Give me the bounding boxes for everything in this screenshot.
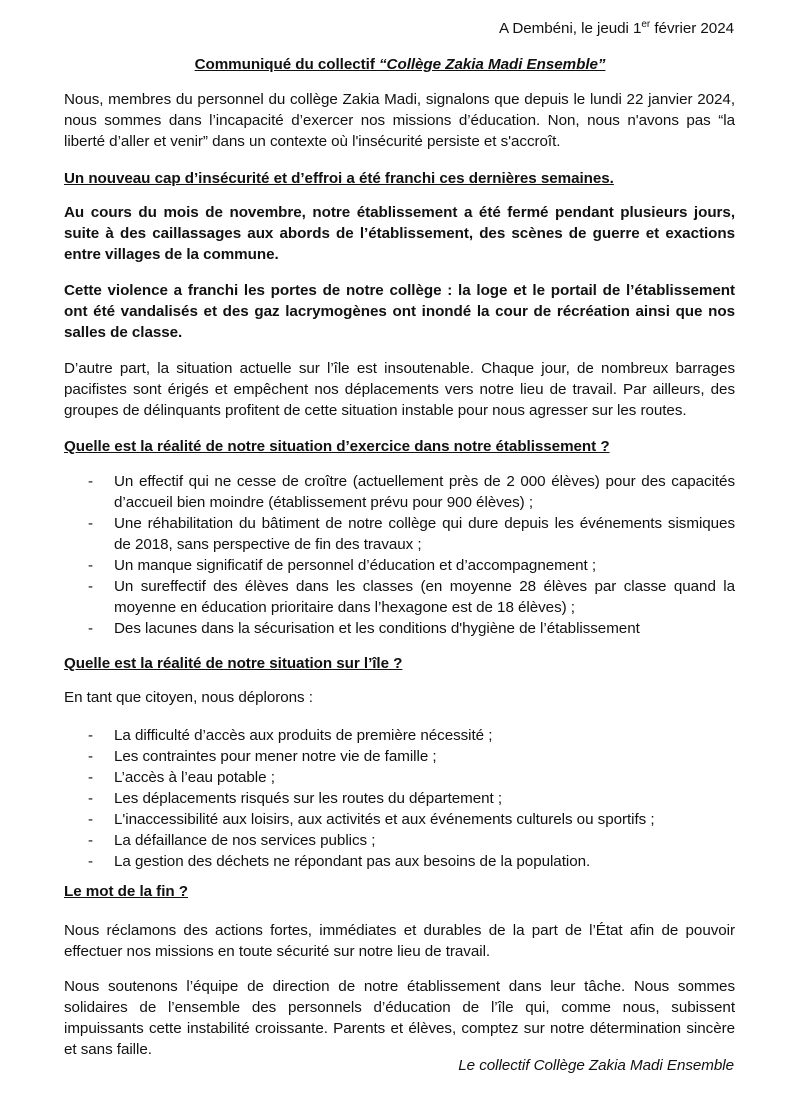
- paragraph-demands: Nous réclamons des actions fortes, immédiates et durables de la part de l’État afin de pouvoir effectuer nos missions en toute sécurité sur notre lieu de travail.: [64, 922, 735, 960]
- list-item-text: La défaillance de nos services publics ;: [114, 832, 376, 849]
- list-item-text: Un sureffectif des élèves dans les classes (en moyenne 28 élèves par classe quand la moyenne en éducation prioritaire dans l’hexagone est de 18 élèves) ;: [114, 578, 735, 616]
- list-item: [64, 576, 735, 618]
- paragraph-citizens: En tant que citoyen, nous déplorons :: [64, 689, 313, 706]
- dash-bullet: -: [88, 515, 94, 532]
- paragraph-island-situation: D’autre part, la situation actuelle sur l’île est insoutenable. Chaque jour, de nombreux barrages pacifistes sont érigés et empêchent nos déplacements vers notre lieu de travail. Par ailleurs, des groupes de délinquants profitent de cette situation instable pour nous agresser sur les routes.: [64, 360, 735, 419]
- heading-insecurity: Un nouveau cap d’insécurité et d’effroi a été franchi ces dernières semaines.: [64, 170, 614, 187]
- date-superscript: er: [641, 19, 651, 30]
- bold-paragraph-november: Au cours du mois de novembre, notre établissement a été fermé pendant plusieurs jours, suite à des caillassages aux abords de l’établissement, des scènes de guerre et exactions entre villages de la commune.: [64, 204, 735, 263]
- list-item: [64, 830, 735, 851]
- title-collective-name: “Collège Zakia Madi Ensemble”: [379, 56, 606, 73]
- list-item: [64, 618, 735, 639]
- paragraph-support: Nous soutenons l’équipe de direction de notre établissement dans leur tâche. Nous sommes solidaires de l’ensemble des personnels d’éducation de l’île qui, comme nous, subissent impuissants cette instabilité croissante. Parents et élèves, comptez sur notre détermination sincère et sans faille.: [64, 978, 735, 1058]
- dash-bullet: -: [88, 473, 94, 490]
- list-item-text: Les contraintes pour mener notre vie de famille ;: [114, 748, 437, 765]
- date-suffix: février 2024: [650, 20, 734, 37]
- dash-bullet: -: [88, 811, 94, 828]
- dash-bullet: -: [88, 748, 94, 765]
- dash-bullet: -: [88, 832, 94, 849]
- document-title: [0, 54, 800, 75]
- dash-bullet: -: [88, 853, 94, 870]
- title-prefix: Communiqué du collectif: [194, 56, 379, 73]
- list-item-text: Un manque significatif de personnel d’éducation et d’accompagnement ;: [114, 557, 597, 574]
- list-item: [64, 767, 735, 788]
- bold-paragraph-violence: Cette violence a franchi les portes de notre collège : la loge et le portail de l’établissement ont été vandalisés et des gaz lacrymogènes ont inondé la cour de récréation ainsi que nos salles de classe.: [64, 282, 735, 341]
- date-line: [499, 18, 734, 39]
- list-item: [64, 725, 735, 746]
- list-item-text: La gestion des déchets ne répondant pas aux besoins de la population.: [114, 853, 591, 870]
- dash-bullet: -: [88, 790, 94, 807]
- list-item: [64, 513, 735, 555]
- list-item: [64, 555, 735, 576]
- dash-bullet: -: [88, 769, 94, 786]
- intro-paragraph: Nous, membres du personnel du collège Zakia Madi, signalons que depuis le lundi 22 janvier 2024, nous sommes dans l’incapacité d’exercer nos missions d’éducation. Non, nous n'avons pas “la liberté d’aller et venir” dans un contexte où l'insécurité persiste et s'accroît.: [64, 91, 735, 150]
- heading-school-situation: Quelle est la réalité de notre situation d’exercice dans notre établissement ?: [64, 438, 610, 455]
- list-item: [64, 851, 735, 872]
- list-item: [64, 788, 735, 809]
- dash-bullet: -: [88, 727, 94, 744]
- list-item-text: L’accès à l’eau potable ;: [114, 769, 275, 786]
- list-item: [64, 471, 735, 513]
- list-item: [64, 746, 735, 767]
- heading-island-situation: Quelle est la réalité de notre situation sur l’île ?: [64, 655, 403, 672]
- school-issues-list: [64, 471, 735, 639]
- date-prefix: A Dembéni, le jeudi 1: [498, 20, 642, 37]
- list-item: [64, 809, 735, 830]
- dash-bullet: -: [88, 578, 94, 595]
- list-item-text: Les déplacements risqués sur les routes du département ;: [114, 790, 503, 807]
- heading-final-word: Le mot de la fin ?: [64, 883, 188, 900]
- list-item-text: Des lacunes dans la sécurisation et les conditions d'hygiène de l’établissement: [114, 620, 640, 637]
- dash-bullet: -: [88, 557, 94, 574]
- signature: Le collectif Collège Zakia Madi Ensemble: [458, 1057, 734, 1074]
- dash-bullet: -: [88, 620, 94, 637]
- list-item-text: La difficulté d’accès aux produits de première nécessité ;: [114, 727, 493, 744]
- list-item-text: L'inaccessibilité aux loisirs, aux activités et aux événements culturels ou sportifs ;: [114, 811, 655, 828]
- island-issues-list: [64, 725, 735, 872]
- list-item-text: Une réhabilitation du bâtiment de notre collège qui dure depuis les événements sismiques de 2018, sans perspective de fin des travaux ;: [114, 515, 735, 553]
- list-item-text: Un effectif qui ne cesse de croître (actuellement près de 2 000 élèves) pour des capacités d’accueil bien moindre (établissement prévu pour 900 élèves) ;: [114, 473, 735, 511]
